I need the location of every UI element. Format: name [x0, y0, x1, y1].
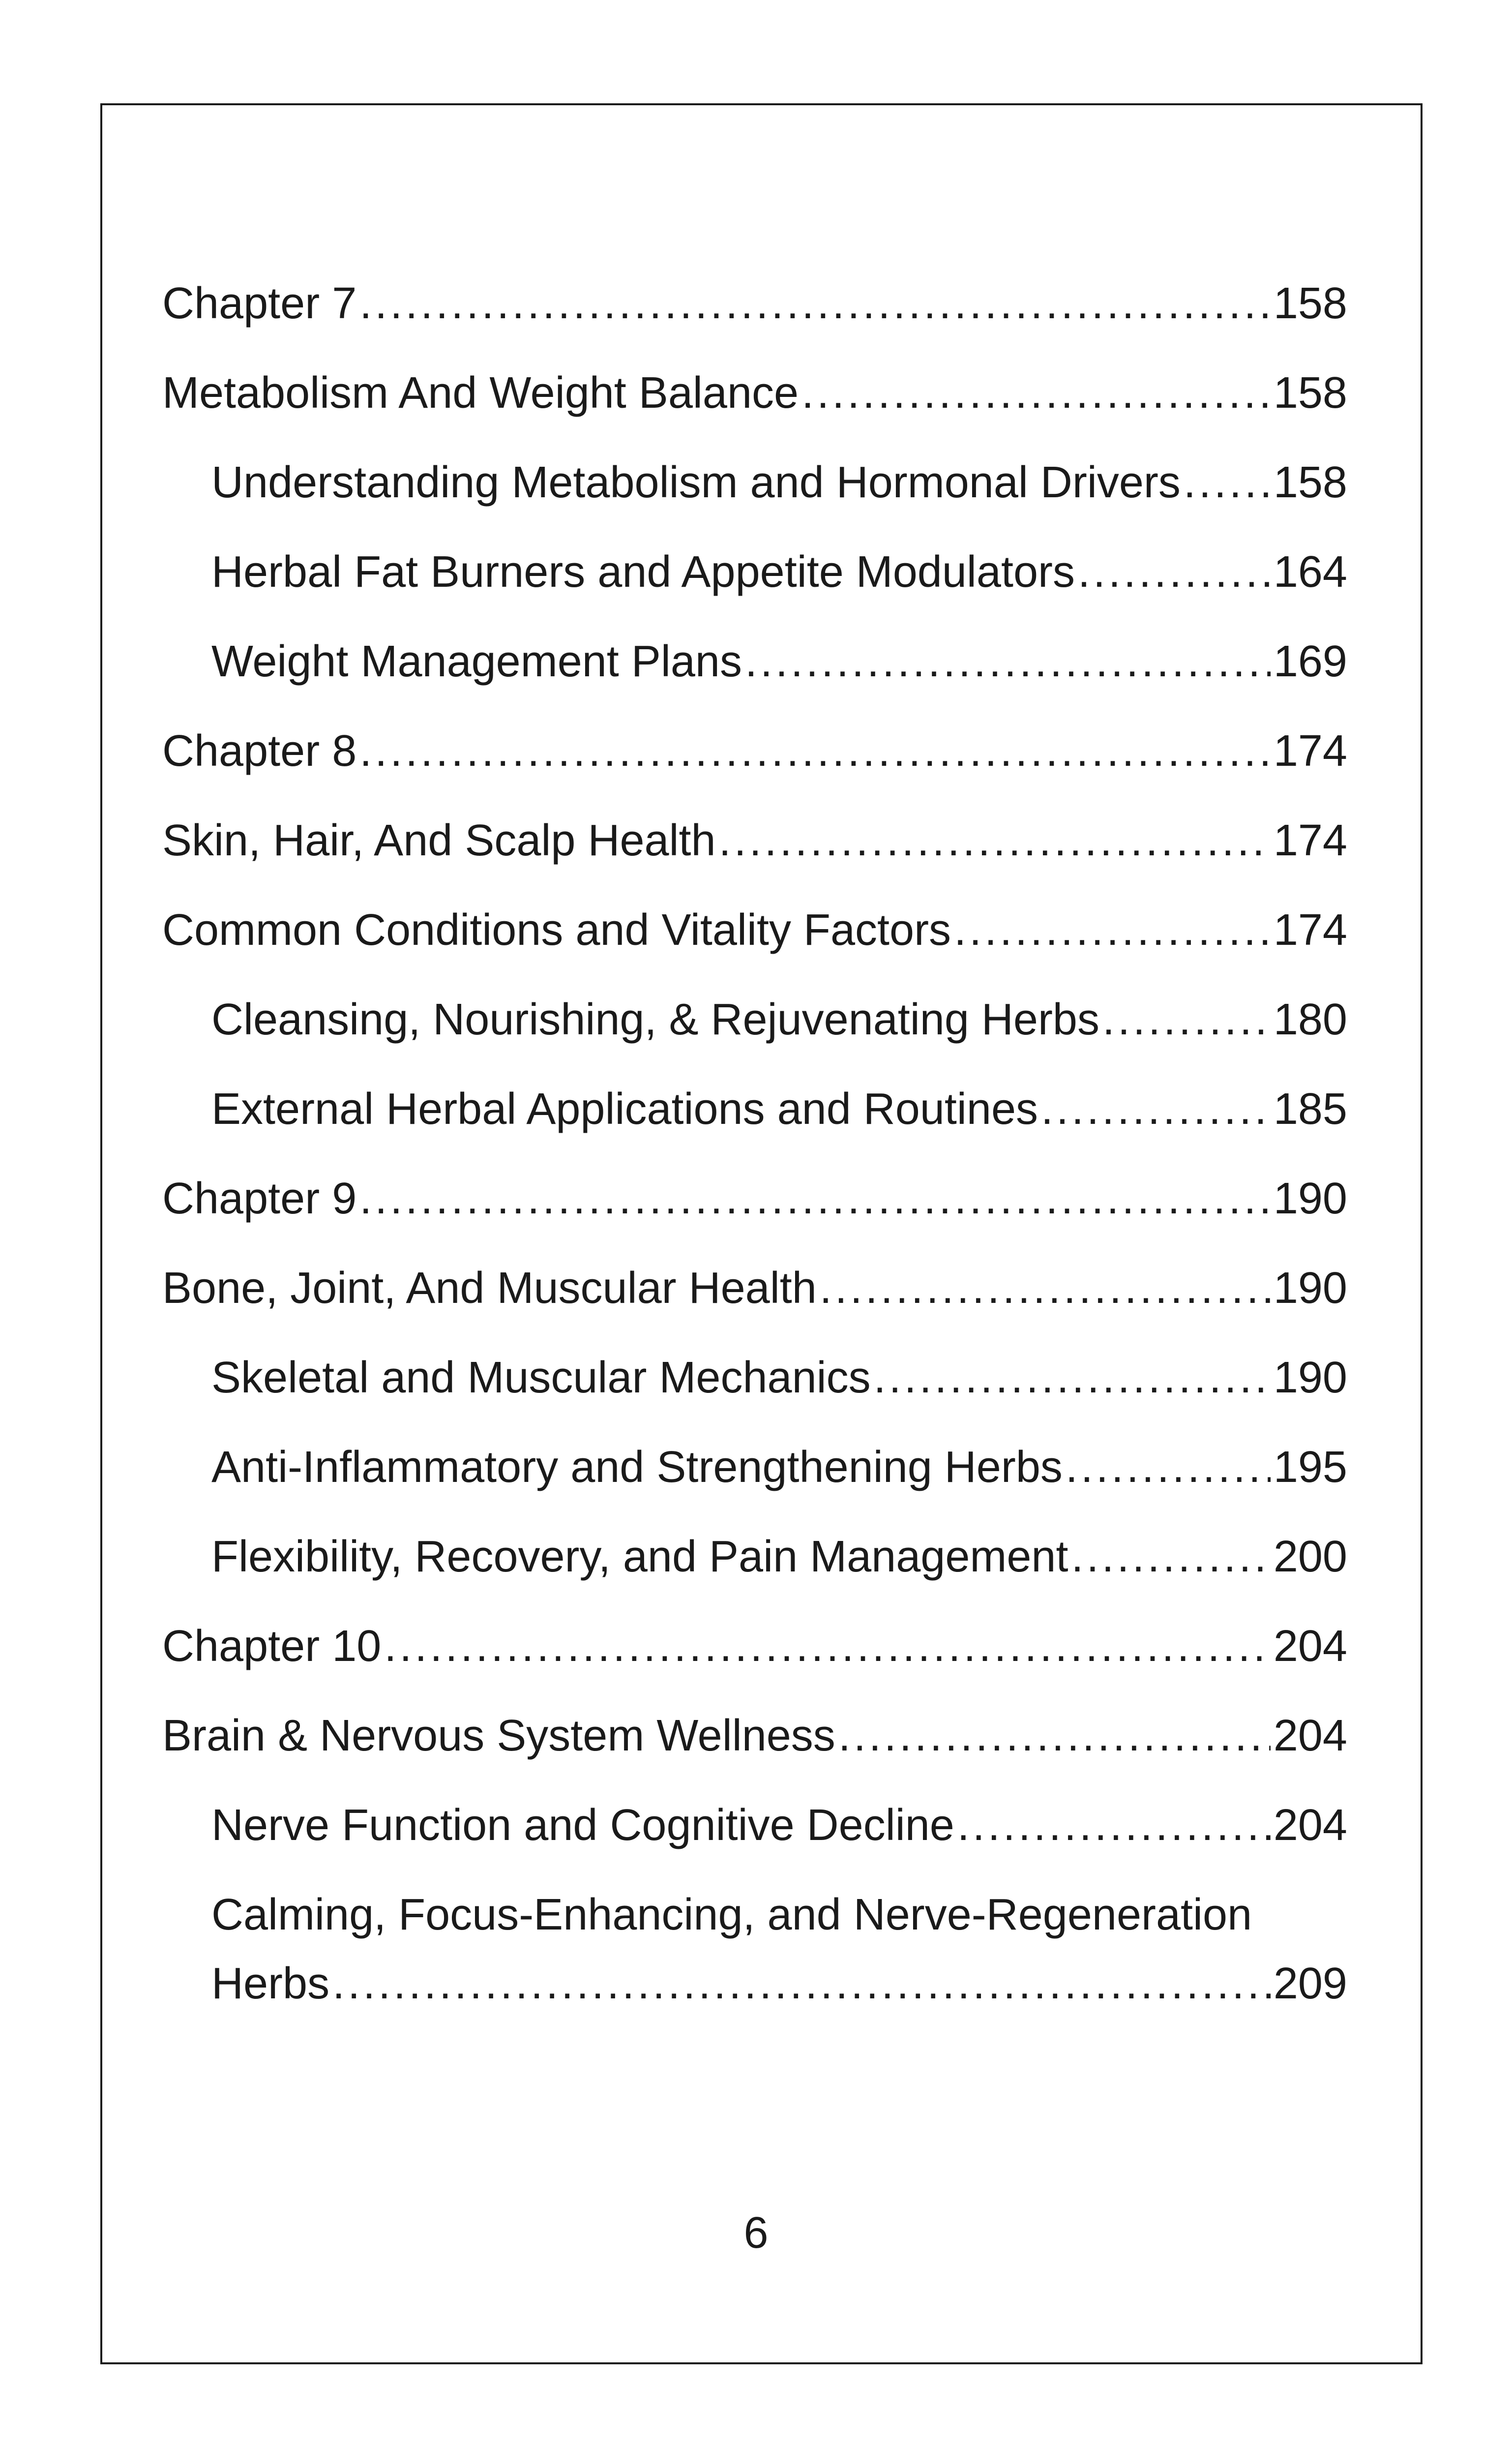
toc-entry-title: Chapter 8 — [162, 726, 357, 776]
dot-leader — [957, 1803, 1271, 1847]
dot-leader — [838, 1714, 1271, 1758]
dot-leader — [745, 639, 1271, 684]
dot-leader — [874, 1356, 1271, 1400]
toc-entry-title: Brain & Nervous System Wellness — [162, 1711, 835, 1760]
toc-entry-page: 174 — [1273, 816, 1347, 865]
toc-entry-title: Weight Management Plans — [211, 637, 742, 686]
toc-entry-page: 204 — [1273, 1711, 1347, 1760]
toc-entry-page: 158 — [1273, 279, 1347, 328]
toc-entry-title: Metabolism And Weight Balance — [162, 368, 799, 418]
toc-entry-page: 180 — [1273, 995, 1347, 1044]
dot-leader — [1066, 1445, 1271, 1489]
toc-entry-page: 185 — [1273, 1085, 1347, 1134]
page-border — [100, 103, 1423, 2364]
toc-entry-title: Skeletal and Muscular Mechanics — [211, 1353, 871, 1402]
toc-entry-page: 200 — [1273, 1532, 1347, 1581]
toc-entry-understanding-metabolism[interactable] — [211, 460, 1347, 505]
dot-leader — [820, 1266, 1271, 1310]
toc-entry-page: 204 — [1273, 1801, 1347, 1850]
toc-entry-page: 204 — [1273, 1622, 1347, 1671]
toc-entry-cleansing-herbs[interactable] — [211, 997, 1347, 1042]
toc-entry-chapter-9[interactable] — [162, 1176, 1347, 1221]
toc-entry-title: Flexibility, Recovery, and Pain Management — [211, 1532, 1068, 1581]
toc-entry-flexibility-recovery[interactable] — [211, 1532, 1347, 1581]
dot-leader — [359, 281, 1271, 326]
dot-leader — [954, 908, 1271, 952]
toc-entry-brain-nervous-system[interactable] — [162, 1711, 1347, 1760]
dot-leader — [384, 1624, 1271, 1668]
toc-entry-page: 164 — [1273, 547, 1347, 597]
toc-entry-nerve-function[interactable] — [211, 1801, 1347, 1850]
toc-entry-weight-management-plans[interactable] — [211, 639, 1347, 684]
toc-entry-page: 190 — [1273, 1264, 1347, 1313]
toc-entry-page: 195 — [1273, 1443, 1347, 1492]
toc-entry-title: Bone, Joint, And Muscular Health — [162, 1264, 817, 1313]
toc-entry-page: 190 — [1273, 1353, 1347, 1402]
toc-entry-page: 174 — [1273, 726, 1347, 776]
toc-entry-title: Anti-Inflammatory and Strengthening Herbs — [211, 1443, 1063, 1492]
toc-entry-page: 158 — [1273, 368, 1347, 418]
toc-entry-page: 174 — [1273, 905, 1347, 955]
toc-entry-title: Chapter 10 — [162, 1622, 382, 1671]
toc-entry-page: 209 — [1273, 1959, 1347, 2008]
toc-entry-title: Chapter 7 — [162, 279, 357, 328]
toc-entry-metabolism-weight-balance[interactable] — [162, 368, 1347, 418]
dot-leader — [1041, 1087, 1271, 1131]
dot-leader — [1102, 997, 1271, 1042]
dot-leader — [1184, 460, 1271, 505]
toc-entry-page: 169 — [1273, 637, 1347, 686]
toc-entry-page: 158 — [1273, 458, 1347, 507]
toc-entry-skin-hair-scalp[interactable] — [162, 818, 1347, 863]
toc-entry-title: External Herbal Applications and Routines — [211, 1085, 1038, 1134]
dot-leader — [1071, 1535, 1270, 1579]
toc-entry-title: Chapter 9 — [162, 1174, 357, 1223]
toc-entry-skeletal-muscular-mechanics[interactable] — [211, 1353, 1347, 1402]
toc-entry-page: 190 — [1273, 1174, 1347, 1223]
dot-leader — [332, 1961, 1271, 2006]
toc-entry-title-line-2: Herbs — [211, 1959, 330, 2008]
toc-entry-chapter-10[interactable] — [162, 1622, 1347, 1671]
toc-entry-title: Understanding Metabolism and Hormonal Drivers — [211, 458, 1181, 507]
toc-entry-title: Nerve Function and Cognitive Decline — [211, 1801, 954, 1850]
toc-entry-title: Herbal Fat Burners and Appetite Modulators — [211, 547, 1075, 597]
toc-entry-title: Skin, Hair, And Scalp Health — [162, 816, 716, 865]
toc-entry-title-line-1: Calming, Focus-Enhancing, and Nerve-Regeneration — [211, 1890, 1252, 1939]
toc-entry-title: Common Conditions and Vitality Factors — [162, 905, 951, 955]
toc-entry-herbal-fat-burners[interactable] — [211, 547, 1347, 597]
toc-entry-anti-inflammatory-herbs[interactable] — [211, 1443, 1347, 1492]
page-number: 6 — [743, 2208, 769, 2258]
dot-leader — [359, 1176, 1271, 1221]
toc-entry-common-conditions[interactable] — [162, 905, 1347, 955]
toc-entry-external-applications[interactable] — [211, 1085, 1347, 1134]
dot-leader — [359, 729, 1271, 773]
toc-entry-chapter-7[interactable] — [162, 281, 1347, 326]
dot-leader — [1078, 550, 1271, 594]
toc-entry-bone-joint-muscular[interactable] — [162, 1264, 1347, 1313]
toc-entry-calming-focus-herbs[interactable] — [211, 1890, 1347, 2008]
toc-entry-title: Cleansing, Nourishing, & Rejuvenating Herbs — [211, 995, 1099, 1044]
toc-entry-chapter-8[interactable] — [162, 726, 1347, 776]
dot-leader — [719, 818, 1271, 863]
dot-leader — [801, 371, 1271, 415]
